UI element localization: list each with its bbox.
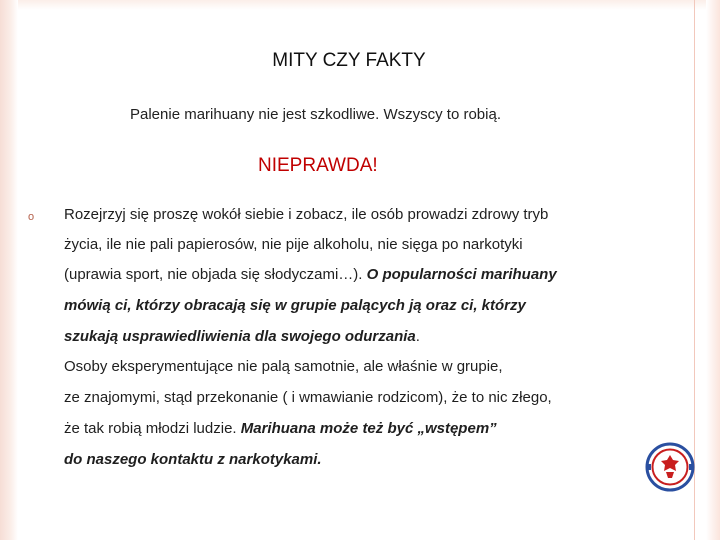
slide-title: MITY CZY FAKTY <box>272 50 426 71</box>
paragraph-line <box>64 266 557 283</box>
paragraph-text: . <box>415 328 420 345</box>
myth-statement: Palenie marihuany nie jest szkodliwe. Wszyscy to robią. <box>130 106 501 123</box>
emphasized-text: Marihuana może też być „wstępem” <box>240 420 497 437</box>
emphasized-line: do naszego kontaktu z narkotykami. <box>64 451 322 468</box>
frame-right-border <box>706 0 720 540</box>
paragraph-text: że tak robią młodzi ludzie. <box>64 420 241 437</box>
emphasized-text: szukają usprawiedliwienia dla swojego odurzania <box>64 328 416 345</box>
paragraph-line <box>64 420 497 437</box>
bullet-icon: o <box>28 211 35 223</box>
paragraph-line <box>64 328 420 345</box>
paragraph-line: życia, ile nie pali papierosów, nie pije alkoholu, nie sięga po narkotyki <box>64 236 523 253</box>
paragraph-line: Rozejrzyj się proszę wokół siebie i zobacz, ile osób prowadzi zdrowy tryb <box>64 206 549 223</box>
frame-top-border <box>0 0 720 10</box>
paragraph-text: (uprawia sport, nie objada się słodyczami…). <box>64 266 367 283</box>
emphasized-text: O popularności marihuany <box>366 266 557 283</box>
paragraph-line: Osoby eksperymentujące nie palą samotnie, ale właśnie w grupie, <box>64 358 503 375</box>
police-emblem-icon <box>645 442 695 492</box>
verdict-text: NIEPRAWDA! <box>258 155 378 176</box>
emphasized-line: mówią ci, którzy obracają się w grupie palących ją oraz ci, którzy <box>64 297 526 314</box>
frame-left-border <box>0 0 18 540</box>
paragraph-line: ze znajomymi, stąd przekonanie ( i wmawianie rodzicom), że to nic złego, <box>64 389 552 406</box>
